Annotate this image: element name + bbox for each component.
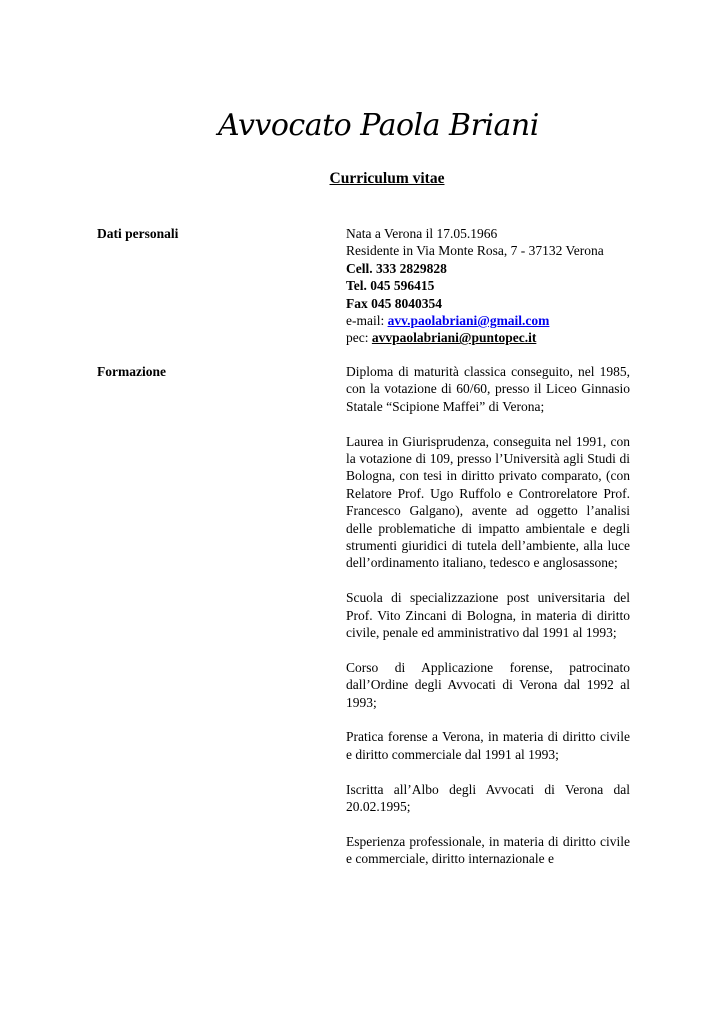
education-item: Scuola di specializzazione post universitaria del Prof. Vito Zincani di Bologna, in materia di diritto civile, penale ed amministrativo dal 1991 al 1993;: [346, 590, 630, 641]
tel-number: Tel. 045 596415: [346, 278, 435, 294]
email-link[interactable]: avv.paolabriani@gmail.com: [387, 313, 550, 329]
letterhead-signature: Avvocato Paola Briani: [218, 108, 539, 143]
residence-info: Residente in Via Monte Rosa, 7 - 37132 Verona: [346, 243, 604, 259]
fax-number: Fax 045 8040354: [346, 295, 442, 311]
education-list: [346, 363, 630, 885]
education-item: Diploma di maturità classica conseguito, nel 1985, con la votazione di 60/60, presso il Liceo Ginnasio Statale “Scipione Maffei” di Verona;: [346, 364, 630, 414]
email-label: e-mail:: [346, 313, 388, 329]
cell-number: Cell. 333 2829828: [346, 260, 447, 276]
education-item: Laurea in Giurisprudenza, conseguita nel 1991, con la votazione di 109, presso l’Università agli Studi di Bologna, con tesi in diritto privato comparato, (con Relatore Prof. Ugo Ruffolo e Controrelatore Prof. Francesco Galgano), avente ad oggetto l’analisi delle problematiche di impatto ambientale e degli strumenti giuridici di tutela dell’ambiente, alla luce dell’ordinamento italiano, tedesco e anglosassone;: [346, 433, 630, 571]
section-label-personal: Dati personali: [97, 226, 179, 241]
pec-label: pec:: [346, 330, 372, 346]
section-label-education: Formazione: [97, 364, 166, 379]
document-title: Curriculum vitae: [329, 170, 445, 187]
email-row: [346, 312, 630, 329]
pec-row: [346, 329, 630, 346]
personal-details: [346, 225, 630, 347]
education-item: Corso di Applicazione forense, patrocinato dall’Ordine degli Avvocati di Verona dal 1992 al 1993;: [346, 659, 630, 710]
education-item: Iscritta all’Albo degli Avvocati di Verona dal 20.02.1995;: [346, 781, 630, 815]
birth-info: Nata a Verona il 17.05.1966: [346, 226, 498, 241]
education-item: Esperienza professionale, in materia di diritto civile e commerciale, diritto internazionale e: [346, 833, 630, 867]
pec-link[interactable]: avvpaolabriani@puntopec.it: [371, 330, 537, 346]
education-item: Pratica forense a Verona, in materia di diritto civile e diritto commerciale dal 1991 al 1993;: [346, 729, 630, 762]
